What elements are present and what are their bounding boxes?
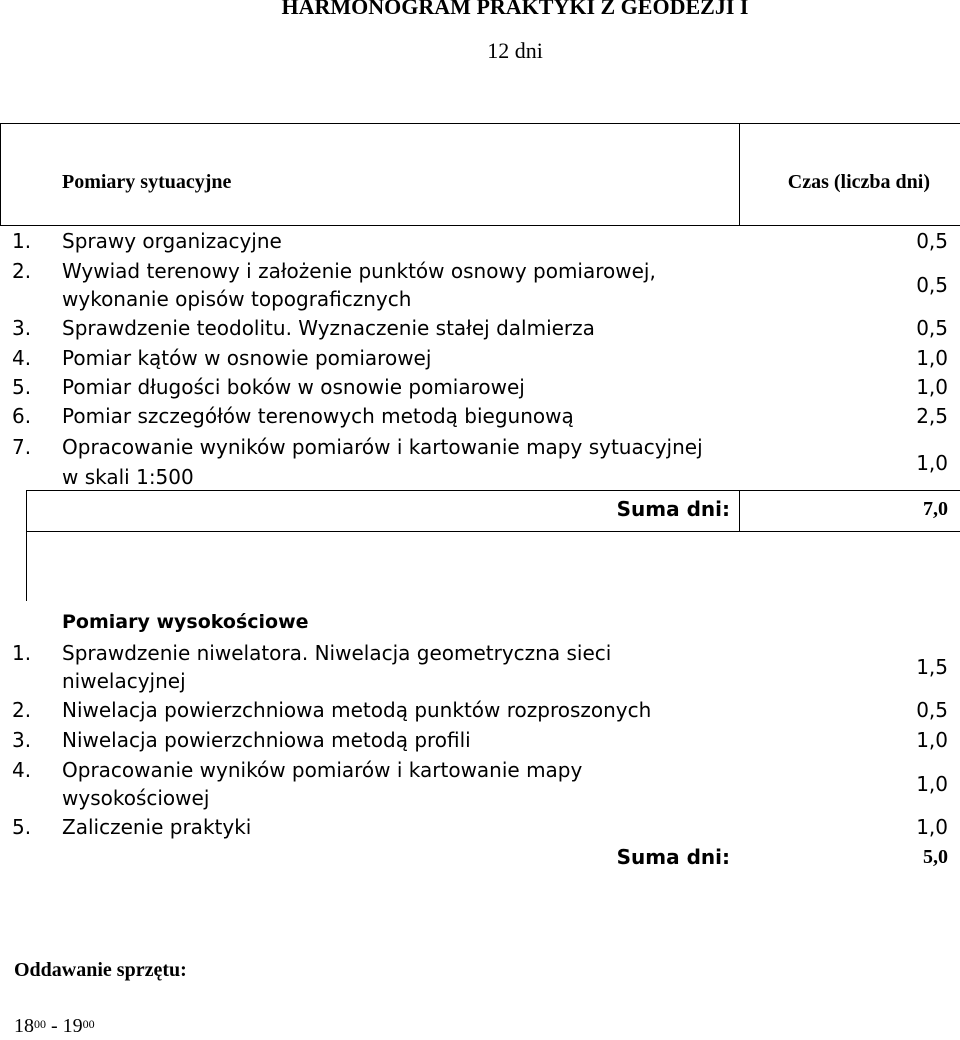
section2-header: Pomiary wysokościowe <box>62 611 309 633</box>
sum-box-top <box>26 490 960 491</box>
document-title: HARMONOGRAM PRAKTYKI Z GEODEZJI I <box>281 0 749 19</box>
list-item: 4. Opracowanie wyników pomiarów i kartowanie mapy wysokościowej 1,0 <box>12 758 948 810</box>
time-column-header: Czas (liczba dni) <box>787 171 930 193</box>
table-header-divider <box>0 225 960 226</box>
list-item: 2. Wywiad terenowy i założenie punktów osnowy pomiarowej, wykonanie opisów topograficznych 0,5 <box>12 259 948 311</box>
footer-hours: $18^{00} - 19^{00}$ <box>14 1015 95 1037</box>
table-border-left <box>0 123 1 226</box>
section2-sum-value: 5,0 <box>923 846 948 868</box>
section1-sum-label: Suma dni: <box>616 497 730 521</box>
list-item: 7. Opracowanie wyników pomiarów i kartowanie mapy sytuacyjnej w skali 1:500 1,0 <box>12 435 948 489</box>
sum-box-divider <box>739 490 740 531</box>
document-subtitle: 12 dni <box>487 38 543 63</box>
list-item: 1. Sprawdzenie niwelatora. Niwelacja geometryczna sieci niwelacyjnej 1,5 <box>12 641 948 693</box>
table-border-top <box>0 123 960 124</box>
section1-header: Pomiary sytuacyjne <box>62 171 232 193</box>
section1-sum-value: 7,0 <box>923 498 948 520</box>
section2-sum-label: Suma dni: <box>616 845 730 869</box>
sum-box-left <box>26 490 27 601</box>
sum-box-bottom <box>26 531 960 532</box>
footer-label: Oddawanie sprzętu: <box>14 959 187 981</box>
